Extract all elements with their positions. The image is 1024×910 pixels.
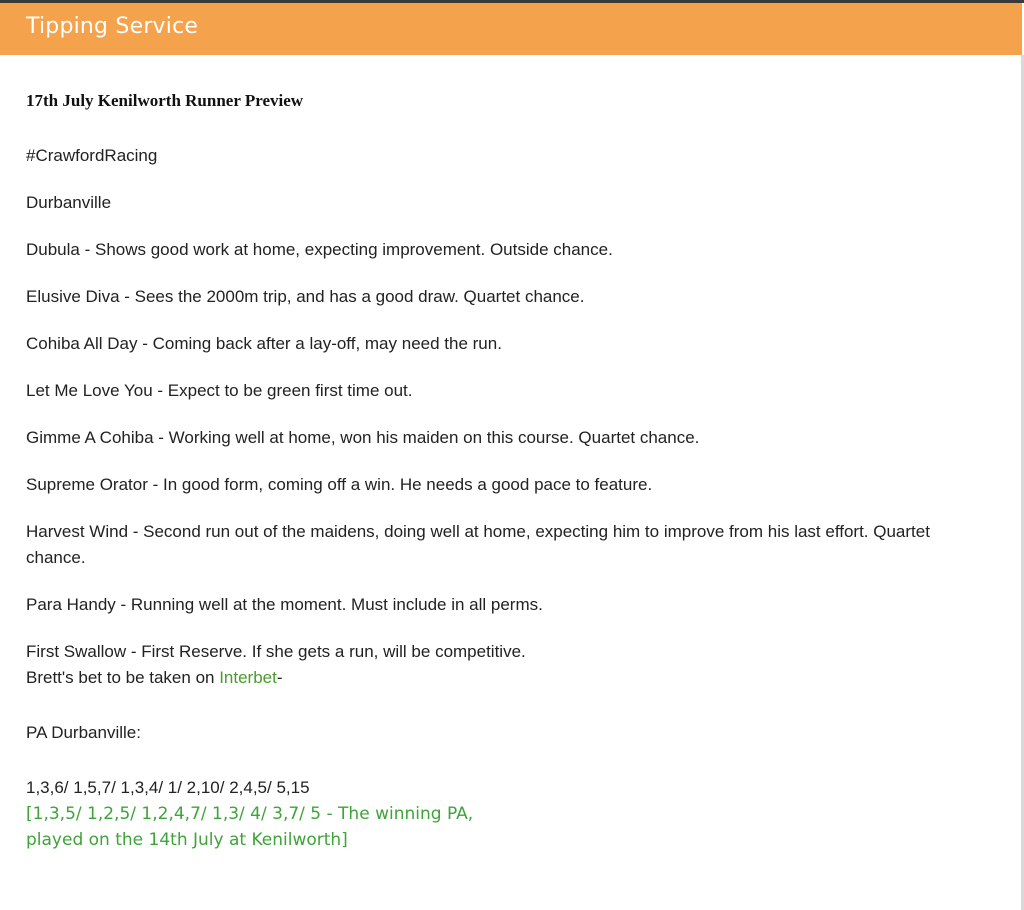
runner-item: Cohiba All Day - Coming back after a lay-off, may need the run. bbox=[26, 334, 502, 353]
bet-line bbox=[26, 665, 986, 691]
runner-item: Supreme Orator - In good form, coming off a win. He needs a good pace to feature. bbox=[26, 475, 653, 494]
bet-prefix: Brett's bet to be taken on bbox=[26, 668, 220, 687]
pa-heading: PA Durbanville: bbox=[26, 723, 141, 742]
runner-item: Dubula - Shows good work at home, expecting improvement. Outside chance. bbox=[26, 240, 613, 259]
runner-item: Harvest Wind - Second run out of the maidens, doing well at home, expecting him to improve from his last effort. Quartet chance. bbox=[26, 522, 930, 567]
hashtag: #CrawfordRacing bbox=[26, 146, 158, 165]
venue: Durbanville bbox=[26, 193, 112, 212]
page-header bbox=[0, 3, 1022, 55]
runner-item: Para Handy - Running well at the moment. Must include in all perms. bbox=[26, 595, 543, 614]
winning-pa-note: [1,3,5/ 1,2,5/ 1,2,4,7/ 1,3/ 4/ 3,7/ 5 - The winning PA, played on the 14th July at Kenilworth] bbox=[26, 804, 474, 850]
runner-item: Let Me Love You - Expect to be green first time out. bbox=[26, 381, 413, 400]
runner-item: Elusive Diva - Sees the 2000m trip, and has a good draw. Quartet chance. bbox=[26, 287, 585, 306]
runner-item: First Swallow - First Reserve. If she gets a run, will be competitive. bbox=[26, 642, 526, 661]
runner-item: Gimme A Cohiba - Working well at home, won his maiden on this course. Quartet chance. bbox=[26, 428, 700, 447]
bet-suffix: - bbox=[276, 668, 283, 687]
post-content bbox=[26, 88, 986, 853]
post-title: 17th July Kenilworth Runner Preview bbox=[26, 91, 304, 110]
pa-selection: 1,3,6/ 1,5,7/ 1,3,4/ 1/ 2,10/ 2,4,5/ 5,15 bbox=[26, 778, 310, 797]
page-title: Tipping Service bbox=[26, 14, 199, 39]
interbet-link[interactable]: Interbet bbox=[219, 668, 277, 687]
